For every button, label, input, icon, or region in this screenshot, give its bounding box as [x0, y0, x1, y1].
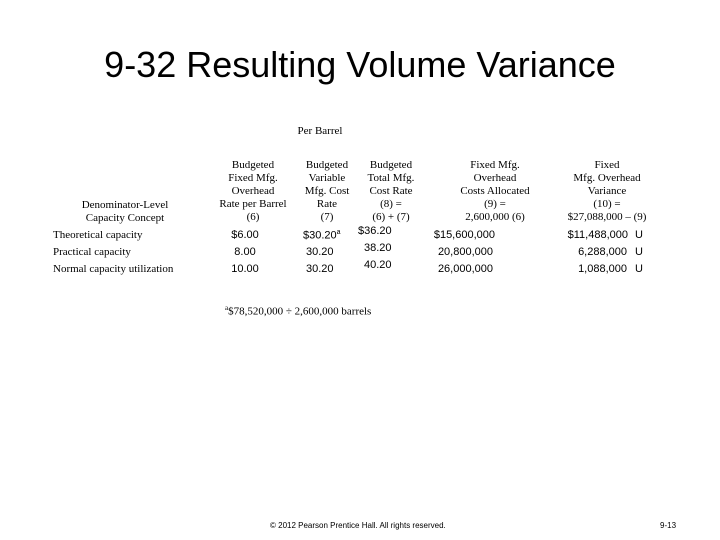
variance-cell: $11,488,000	[567, 229, 628, 241]
variable-rate-value: $30.20	[303, 229, 337, 242]
variance-flag: U	[635, 246, 643, 258]
header-line: Budgeted	[369, 159, 413, 171]
header-costs-allocated	[435, 159, 555, 224]
header-line: Rate	[316, 198, 338, 210]
total-rate-cell: 40.20	[364, 259, 392, 271]
header-denominator	[60, 199, 190, 225]
header-line: (7)	[320, 211, 334, 223]
page-title: 9-32 Resulting Volume Variance	[104, 44, 616, 85]
header-line: Budgeted	[305, 159, 349, 171]
fixed-rate-cell: 8.00	[234, 246, 256, 258]
header-line: (10) =	[593, 198, 621, 210]
header-line: Fixed Mfg.	[470, 159, 520, 171]
costs-allocated-cell: $15,600,000	[433, 229, 495, 241]
total-rate-cell: 38.20	[364, 242, 392, 254]
variance-flag: U	[635, 263, 643, 275]
footnote-text: $78,520,000 ÷ 2,600,000 barrels	[228, 305, 372, 318]
header-line: Fixed	[594, 159, 620, 171]
header-line: (9) =	[484, 198, 506, 210]
fixed-rate-cell: 10.00	[231, 263, 259, 275]
header-line: Rate per Barrel	[219, 198, 287, 210]
header-line: (6) + (7)	[372, 211, 410, 223]
header-line: Cost Rate	[369, 185, 413, 197]
header-line: (6)	[246, 211, 260, 223]
footnote	[225, 304, 371, 318]
header-line: Overhead	[473, 172, 517, 184]
header-line: (8) =	[380, 198, 402, 210]
variable-rate-cell: 30.20	[306, 246, 334, 258]
fixed-rate-cell: $6.00	[231, 229, 259, 241]
header-line: Overhead	[231, 185, 275, 197]
header-line: Budgeted	[231, 159, 275, 171]
variance-cell: 6,288,000	[578, 246, 627, 258]
copyright-footer: © 2012 Pearson Prentice Hall. All rights reserved.	[270, 521, 446, 530]
header-line: Variance	[587, 185, 627, 197]
total-rate-cell: $36.20	[358, 225, 392, 237]
row-label: Normal capacity utilization	[53, 263, 174, 275]
variance-cell: 1,088,000	[578, 263, 627, 275]
header-line: Mfg. Cost	[304, 185, 350, 197]
page-number: 9-13	[660, 521, 677, 530]
footnote-marker: a	[225, 304, 229, 312]
row-label: Theoretical capacity	[53, 229, 143, 241]
costs-allocated-cell: 20,800,000	[437, 246, 493, 258]
header-variance	[555, 159, 659, 224]
header-line: $27,088,000 – (9)	[567, 211, 647, 223]
header-line: Mfg. Overhead	[573, 172, 641, 184]
variable-rate-cell: 30.20	[306, 263, 334, 275]
variable-rate-cell	[303, 229, 341, 242]
per-barrel-heading: Per Barrel	[297, 125, 343, 137]
header-line: Capacity Concept	[85, 212, 165, 224]
header-line: Total Mfg.	[367, 172, 415, 184]
header-total-rate	[346, 159, 436, 224]
header-line: Costs Allocated	[460, 185, 530, 197]
row-label: Practical capacity	[53, 246, 131, 258]
header-line: Denominator-Level	[81, 199, 169, 211]
header-line: Fixed Mfg.	[228, 172, 278, 184]
header-line: 2,600,000 (6)	[465, 211, 525, 223]
header-line: Variable	[308, 172, 346, 184]
variance-flag: U	[635, 229, 643, 241]
footnote-marker: a	[336, 229, 341, 236]
costs-allocated-cell: 26,000,000	[437, 263, 493, 275]
